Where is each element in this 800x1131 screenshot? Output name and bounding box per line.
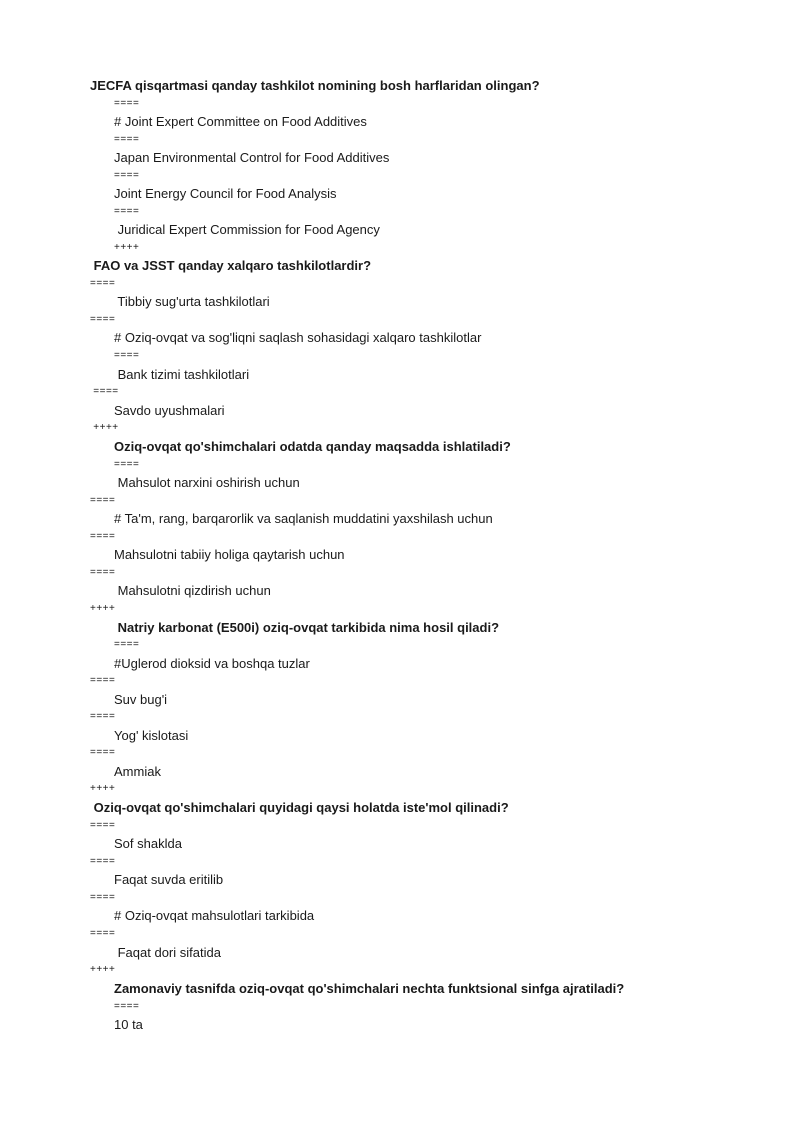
separator: ====: [90, 856, 116, 867]
separator: ====: [114, 98, 140, 109]
separator: ++++: [90, 783, 116, 794]
answer-option: Mahsulot narxini oshirish uchun: [114, 475, 300, 490]
answer-option: Mahsulotni tabiiy holiga qaytarish uchun: [114, 547, 345, 562]
question-6: Zamonaviy tasnifda oziq-ovqat qo'shimchalari nechta funktsional sinfga ajratiladi?: [114, 981, 625, 996]
separator: ====: [114, 1001, 140, 1012]
answer-option: 10 ta: [114, 1017, 143, 1032]
answer-option: Ammiak: [114, 764, 161, 779]
answer-option: Japan Environmental Control for Food Additives: [114, 150, 390, 165]
answer-option: Juridical Expert Commission for Food Agency: [114, 222, 380, 237]
answer-option: Tibbiy sug'urta tashkilotlari: [114, 294, 270, 309]
answer-option: # Oziq-ovqat mahsulotlari tarkibida: [114, 908, 315, 923]
answer-option: Savdo uyushmalari: [114, 403, 225, 418]
separator: ====: [90, 531, 116, 542]
separator: ====: [114, 170, 140, 181]
separator: ====: [90, 892, 116, 903]
answer-option: # Ta'm, rang, barqarorlik va saqlanish muddatini yaxshilash uchun: [114, 511, 493, 526]
separator: ====: [90, 567, 116, 578]
question-1: JECFA qisqartmasi qanday tashkilot nomining bosh harflaridan olingan?: [90, 78, 540, 93]
answer-option: Bank tizimi tashkilotlari: [114, 367, 250, 382]
answer-option: Suv bug'i: [114, 692, 168, 707]
separator: ====: [114, 206, 140, 217]
separator: ====: [90, 747, 116, 758]
question-4: Natriy karbonat (E500i) oziq-ovqat tarkibida nima hosil qiladi?: [114, 620, 500, 635]
separator: ====: [90, 675, 116, 686]
answer-option: Sof shaklda: [114, 836, 182, 851]
answer-option: #Uglerod dioksid va boshqa tuzlar: [114, 656, 310, 671]
separator: ====: [90, 711, 116, 722]
answer-option: Yog' kislotasi: [114, 728, 189, 743]
separator: ++++: [90, 422, 119, 433]
answer-option: Mahsulotni qizdirish uchun: [114, 583, 271, 598]
separator: ====: [114, 459, 140, 470]
question-3: Oziq-ovqat qo'shimchalari odatda qanday maqsadda ishlatiladi?: [114, 439, 511, 454]
separator: ====: [114, 639, 140, 650]
separator: ++++: [114, 242, 140, 253]
separator: ====: [114, 350, 140, 361]
answer-option: # Oziq-ovqat va sog'liqni saqlash sohasidagi xalqaro tashkilotlar: [114, 330, 482, 345]
question-2: FAO va JSST qanday xalqaro tashkilotlardir?: [90, 258, 372, 273]
separator: ====: [90, 314, 116, 325]
separator: ====: [90, 278, 116, 289]
separator: ====: [90, 386, 119, 397]
separator: ====: [114, 134, 140, 145]
answer-option: Faqat dori sifatida: [114, 945, 221, 960]
answer-option: Faqat suvda eritilib: [114, 872, 224, 887]
separator: ====: [90, 928, 116, 939]
separator: ====: [90, 495, 116, 506]
question-5: Oziq-ovqat qo'shimchalari quyidagi qaysi holatda iste'mol qilinadi?: [90, 800, 509, 815]
separator: ++++: [90, 964, 116, 975]
answer-option: Joint Energy Council for Food Analysis: [114, 186, 337, 201]
answer-option: # Joint Expert Committee on Food Additives: [114, 114, 367, 129]
separator: ++++: [90, 603, 116, 614]
separator: ====: [90, 820, 116, 831]
